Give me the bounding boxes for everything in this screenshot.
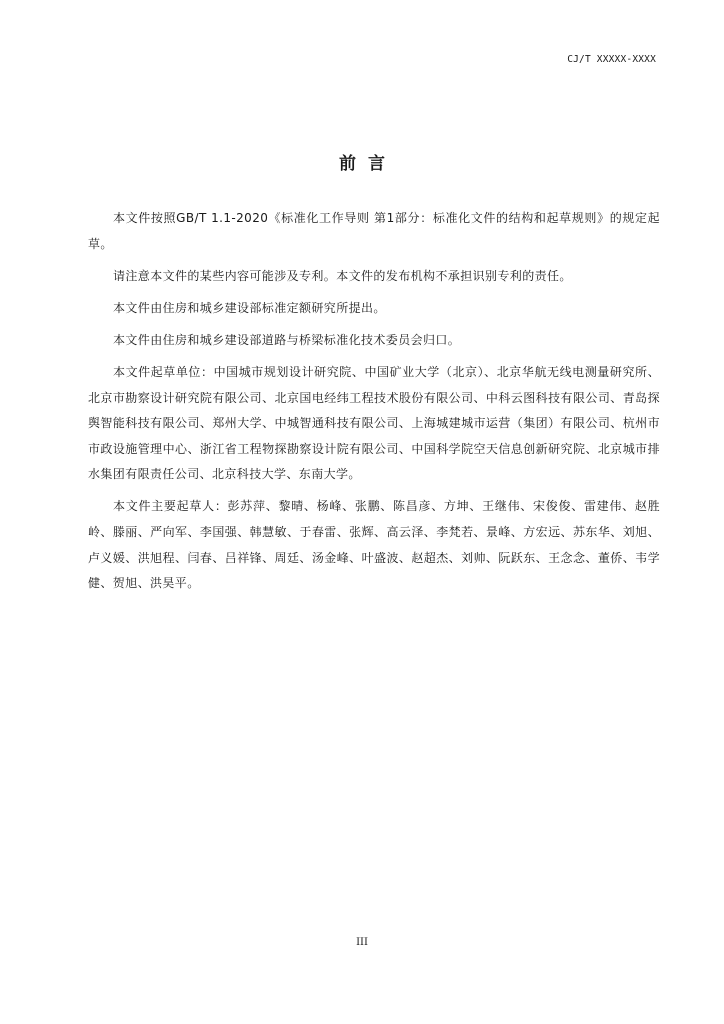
paragraph-drafting-units: 本文件起草单位：中国城市规划设计研究院、中国矿业大学（北京）、北京华航无线电测量研究所、北京市勘察设计研究院有限公司、北京国电经纬工程技术股份有限公司、中科云图科技有限公司、青岛探舆智能科技有限公司、郑州大学、中城智通科技有限公司、上海城建城市运营（集团）有限公司、杭州市市政设施管理中心、浙江省工程物探勘察设计院有限公司、中国科学院空天信息创新研究院、北京城市排水集团有限责任公司、北京科技大学、东南大学。 [88,364,660,482]
page-number: III [356,937,368,948]
paragraph-patent-notice: 请注意本文件的某些内容可能涉及专利。本文件的发布机构不承担识别专利的责任。 [113,268,572,283]
paragraph-drafting-rules: 本文件按照GB/T 1.1-2020《标准化工作导则 第1部分：标准化文件的结构和起草规则》的规定起草。 [88,211,660,251]
paragraph-drafters: 本文件主要起草人：彭苏萍、黎晴、杨峰、张鹏、陈昌彦、方坤、王继伟、宋俊俊、雷建伟、赵胜岭、滕丽、严向军、李国强、韩慧敏、于春雷、张辉、高云泽、李梵若、景峰、方宏远、苏东华、刘旭、卢义媛、洪旭程、闫春、吕祥锋、周廷、汤金峰、叶盛波、赵超杰、刘帅、阮跃东、王念念、董侨、韦学健、贺旭、洪昊平。 [88,499,660,591]
paragraph-proposer: 本文件由住房和城乡建设部标准定额研究所提出。 [113,300,386,315]
paragraph-technical-committee: 本文件由住房和城乡建设部道路与桥梁标准化技术委员会归口。 [113,332,461,347]
foreword-body [88,206,660,603]
standard-code: CJ/T XXXXX-XXXX [567,54,656,65]
page-title: 前言 [339,154,397,174]
